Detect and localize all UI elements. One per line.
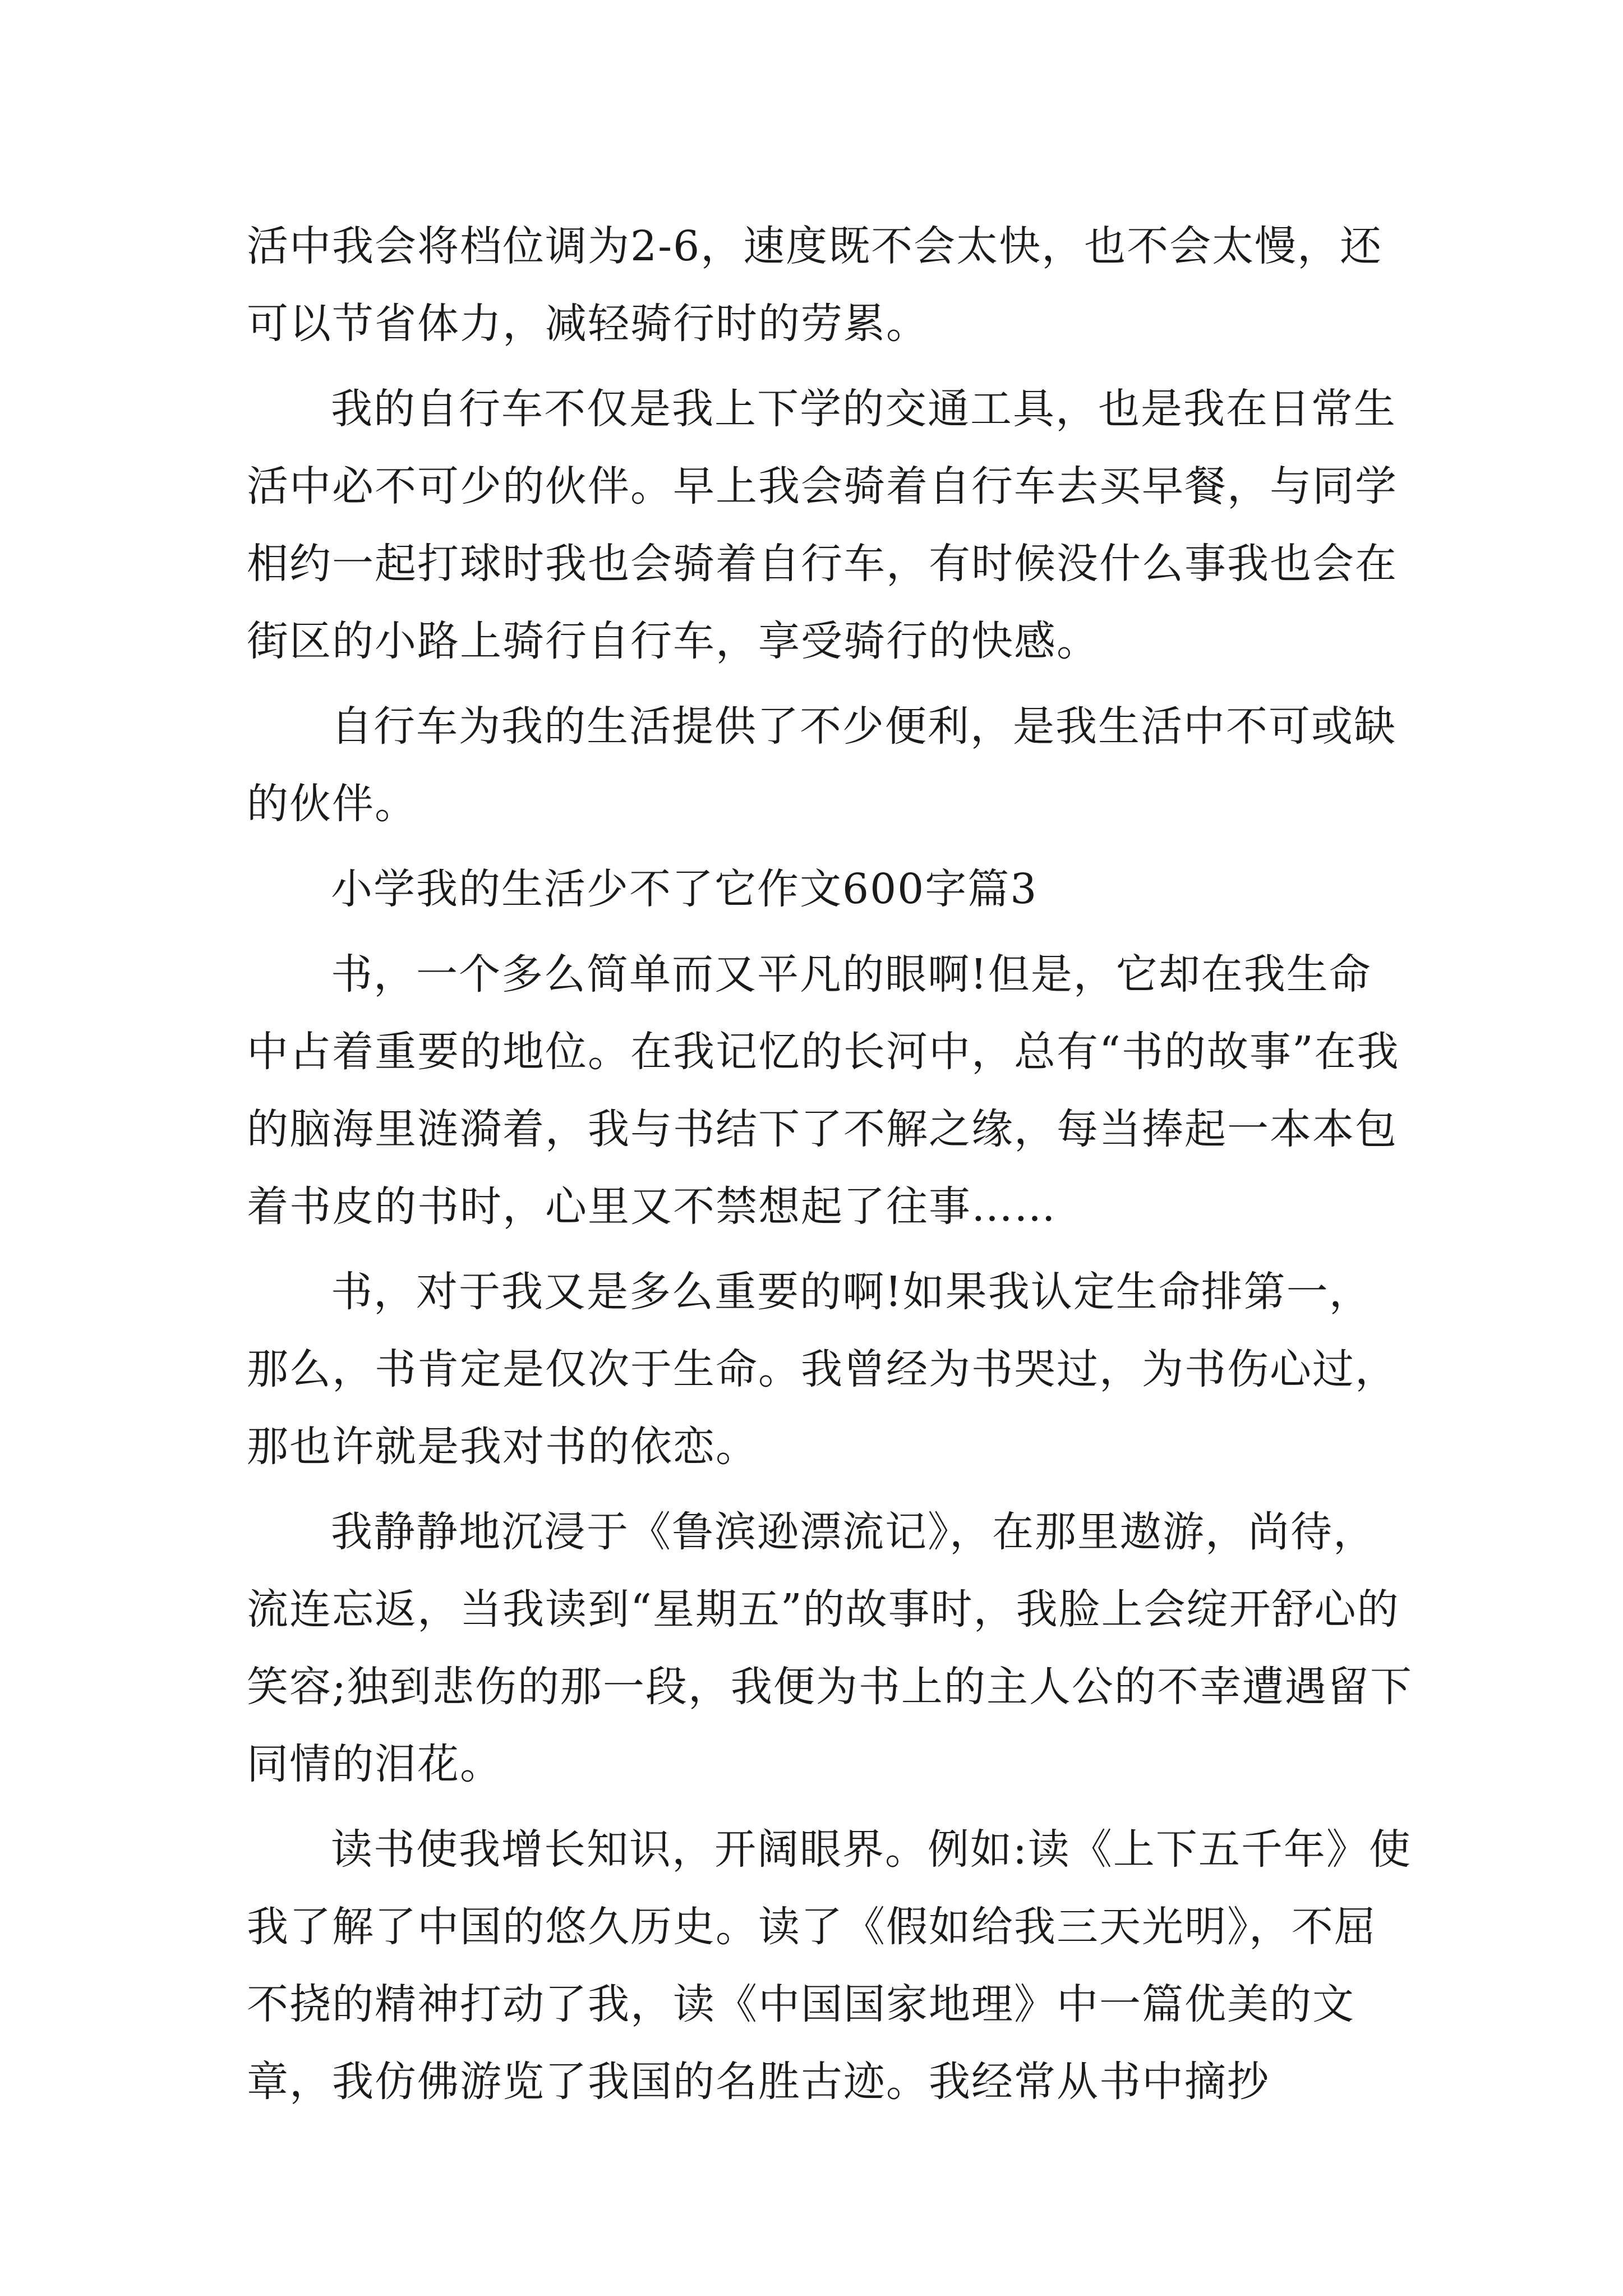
section-heading: 小学我的生活少不了它作文600字篇3 <box>331 865 1038 913</box>
paragraph-bicycle-conclusion: 自行车为我的生活提供了不少便利，是我生活中不可或缺的伙伴。 <box>247 702 1396 828</box>
paragraph-robinson: 我静静地沉浸于《鲁滨逊漂流记》，在那里遨游，尚待，流连忘返，当我读到“星期五”的故事时，我脸上会绽开舒心的笑容;独到悲伤的那一段，我便为书上的主人公的不幸遭遇留下同情的泪花。 <box>247 1508 1413 1788</box>
paragraph-reading-benefits: 读书使我增长知识，开阔眼界。例如:读《上下五千年》使我了解了中国的悠久历史。读了《假如给我三天光明》，不屈不挠的精神打动了我，读《中国国家地理》中一篇优美的文章，我仿佛游览了我国的名胜古迹。我经常从书中摘抄 <box>247 1825 1412 2106</box>
document-body <box>247 208 1413 2120</box>
paragraph-continuation: 活中我会将档位调为2-6，速度既不会太快，也不会太慢，还可以节省体力，减轻骑行时的劳累。 <box>247 222 1383 348</box>
paragraph-book-intro: 书，一个多么简单而又平凡的眼啊!但是，它却在我生命中占着重要的地位。在我记忆的长河中，总有“书的故事”在我的脑海里涟漪着，我与书结下了不解之缘，每当捧起一本本包着书皮的书时，心里又不禁想起了往事…… <box>247 950 1400 1231</box>
paragraph-bicycle-companion: 我的自行车不仅是我上下学的交通工具，也是我在日常生活中必不可少的伙伴。早上我会骑着自行车去买早餐，与同学相约一起打球时我也会骑着自行车，有时候没什么事我也会在街区的小路上骑行自行车，享受骑行的快感。 <box>247 385 1398 665</box>
paragraph-book-importance: 书，对于我又是多么重要的啊!如果我认定生命排第一，那么，书肯定是仅次于生命。我曾经为书哭过，为书伤心过，那也许就是我对书的依恋。 <box>247 1268 1398 1471</box>
